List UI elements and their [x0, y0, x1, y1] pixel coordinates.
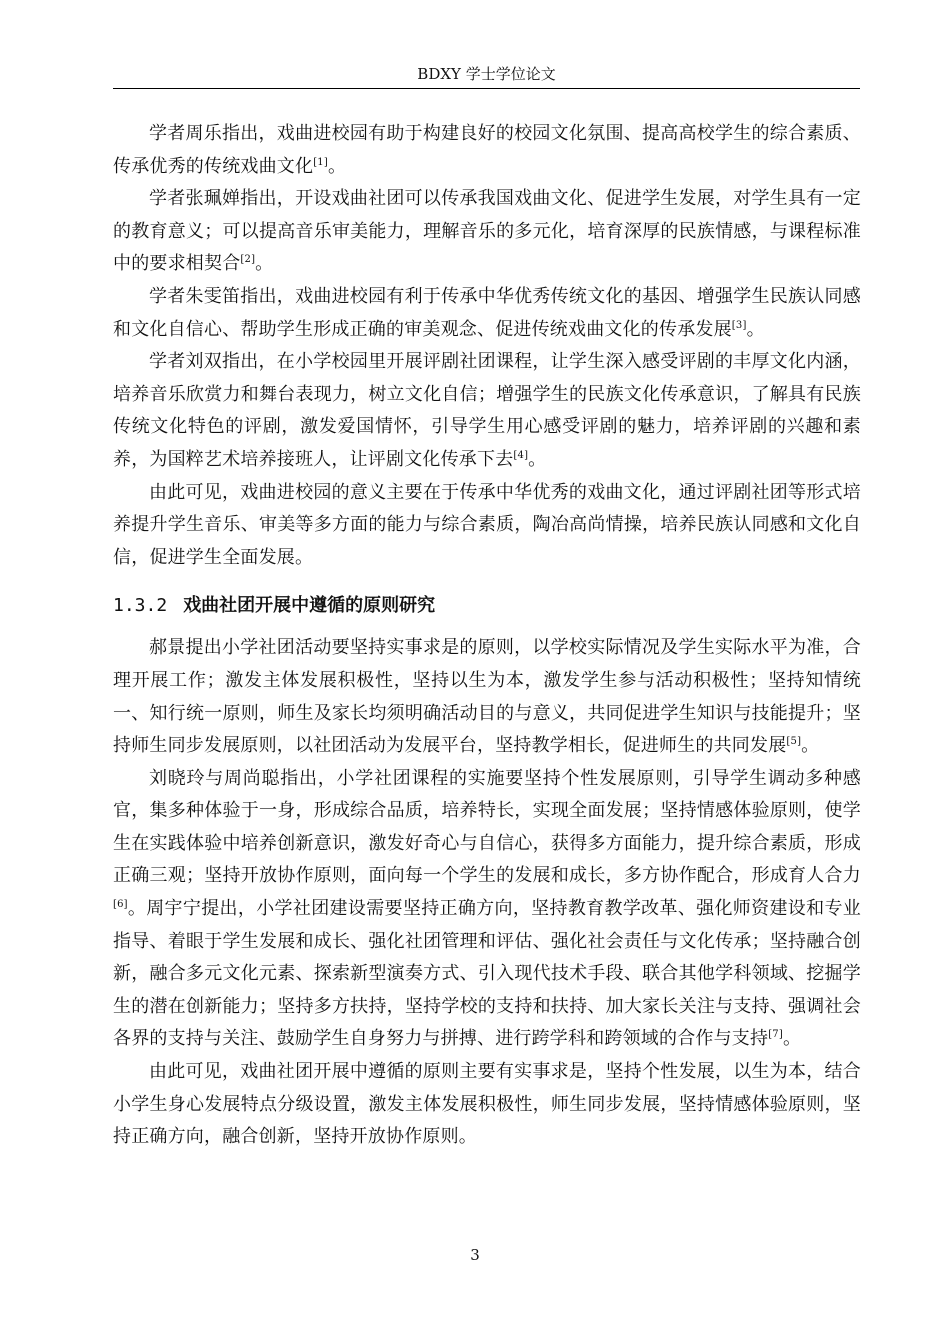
citation-ref[interactable]: [2] — [240, 254, 256, 266]
paragraph-text: 由此可见，戏曲社团开展中遵循的原则主要有实事求是，坚持个性发展，以生为本，结合小学生身心发展特点分级设置，激发主体发展积极性，师生同步发展，坚持情感体验原则，坚持正确方向，融合创新，坚持开放协作原则。 — [113, 1061, 861, 1148]
paragraph — [113, 763, 861, 1056]
paragraph — [113, 118, 861, 183]
paragraph-text: 。周宇宁提出，小学社团建设需要坚持正确方向，坚持教育教学改革、强化师资建设和专业指导、着眼于学生发展和成长、强化社团管理和评估、强化社会责任与文化传承；坚持融合创新，融合多元文化元素、探索新型演奏方式、引入现代技术手段、联合其他学科领域、挖掘学生的潜在创新能力；坚持多方扶持，坚持学校的支持和扶持、加大家长关注与支持、强调社会各界的支持与关注、鼓励学生自身努力与拼搏、进行跨学科和跨领域的合作与支持 — [113, 898, 861, 1050]
citation-ref[interactable]: [6] — [113, 899, 128, 911]
paragraph — [113, 632, 861, 762]
paragraph-text: 郝景提出小学社团活动要坚持实事求是的原则，以学校实际情况及学生实际水平为准，合理开展工作；激发主体发展积极性，坚持以生为本，激发学生参与活动积极性；坚持知情统一、知行统一原则，师生及家长均须明确活动目的与意义，共同促进学生知识与技能提升；坚持师生同步发展原则，以社团活动为发展平台，坚持教学相长，促进师生的共同发展 — [113, 637, 861, 757]
paragraph-end: 。 — [327, 155, 347, 177]
paragraph-text: 刘晓玲与周尚聪指出，小学社团课程的实施要坚持个性发展原则，引导学生调动多种感官，集多种体验于一身，形成综合品质，培养特长，实现全面发展；坚持情感体验原则，使学生在实践体验中培养创新意识，激发好奇心与自信心，获得多方面能力，提升综合素质，形成正确三观；坚持开放协作原则，面向每一个学生的发展和成长，多方协作配合，形成育人合力 — [113, 767, 861, 887]
page-number: 3 — [470, 1246, 480, 1264]
paragraph — [113, 183, 861, 281]
paragraph — [113, 1056, 861, 1154]
paragraph-end: 。 — [782, 1028, 802, 1050]
paragraph — [113, 281, 861, 346]
citation-ref[interactable]: [3] — [731, 319, 747, 331]
paragraph-text: 学者张珮婵指出，开设戏曲社团可以传承我国戏曲文化、促进学生发展，对学生具有一定的教育意义；可以提高音乐审美能力，理解音乐的多元化，培育深厚的民族情感，与课程标准中的要求相契合 — [113, 188, 861, 275]
paragraph-text: 由此可见，戏曲进校园的意义主要在于传承中华优秀的戏曲文化，通过评剧社团等形式培养提升学生音乐、审美等多方面的能力与综合素质，陶冶高尚情操，培养民族认同感和文化自信，促进学生全面发展。 — [113, 481, 861, 568]
citation-ref[interactable]: [1] — [313, 156, 328, 168]
citation-ref[interactable]: [5] — [786, 736, 802, 748]
running-header: BDXY 学士学位论文 — [113, 64, 860, 89]
citation-ref[interactable]: [7] — [768, 1029, 783, 1041]
paragraph-end: 。 — [801, 735, 820, 757]
paragraph-text: 学者朱雯笛指出，戏曲进校园有利于传承中华优秀传统文化的基因、增强学生民族认同感和文化自信心、帮助学生形成正确的审美观念、促进传统戏曲文化的传承发展 — [113, 285, 861, 340]
section-heading — [113, 590, 861, 622]
paragraph-end: 。 — [255, 253, 274, 275]
paragraph-text: 学者刘双指出，在小学校园里开展评剧社团课程，让学生深入感受评剧的丰厚文化内涵，培养音乐欣赏力和舞台表现力，树立文化自信；增强学生的民族文化传承意识，了解具有民族传统文化特色的评剧，激发爱国情怀，引导学生用心感受评剧的魅力，培养评剧的兴趣和素养，为国粹艺术培养接班人，让评剧文化传承下去 — [113, 351, 861, 470]
paragraph-end: 。 — [528, 448, 547, 470]
citation-ref[interactable]: [4] — [513, 449, 529, 461]
paragraph-end: 。 — [746, 318, 765, 340]
section-title: 戏曲社团开展中遵循的原则研究 — [183, 595, 436, 617]
section-number: 1.3.2 — [113, 595, 168, 617]
paragraph — [113, 346, 861, 476]
paragraph — [113, 477, 861, 575]
page-body — [113, 118, 861, 1154]
paragraph-text: 学者周乐指出，戏曲进校园有助于构建良好的校园文化氛围、提高高校学生的综合素质、传承优秀的传统戏曲文化 — [113, 123, 861, 177]
